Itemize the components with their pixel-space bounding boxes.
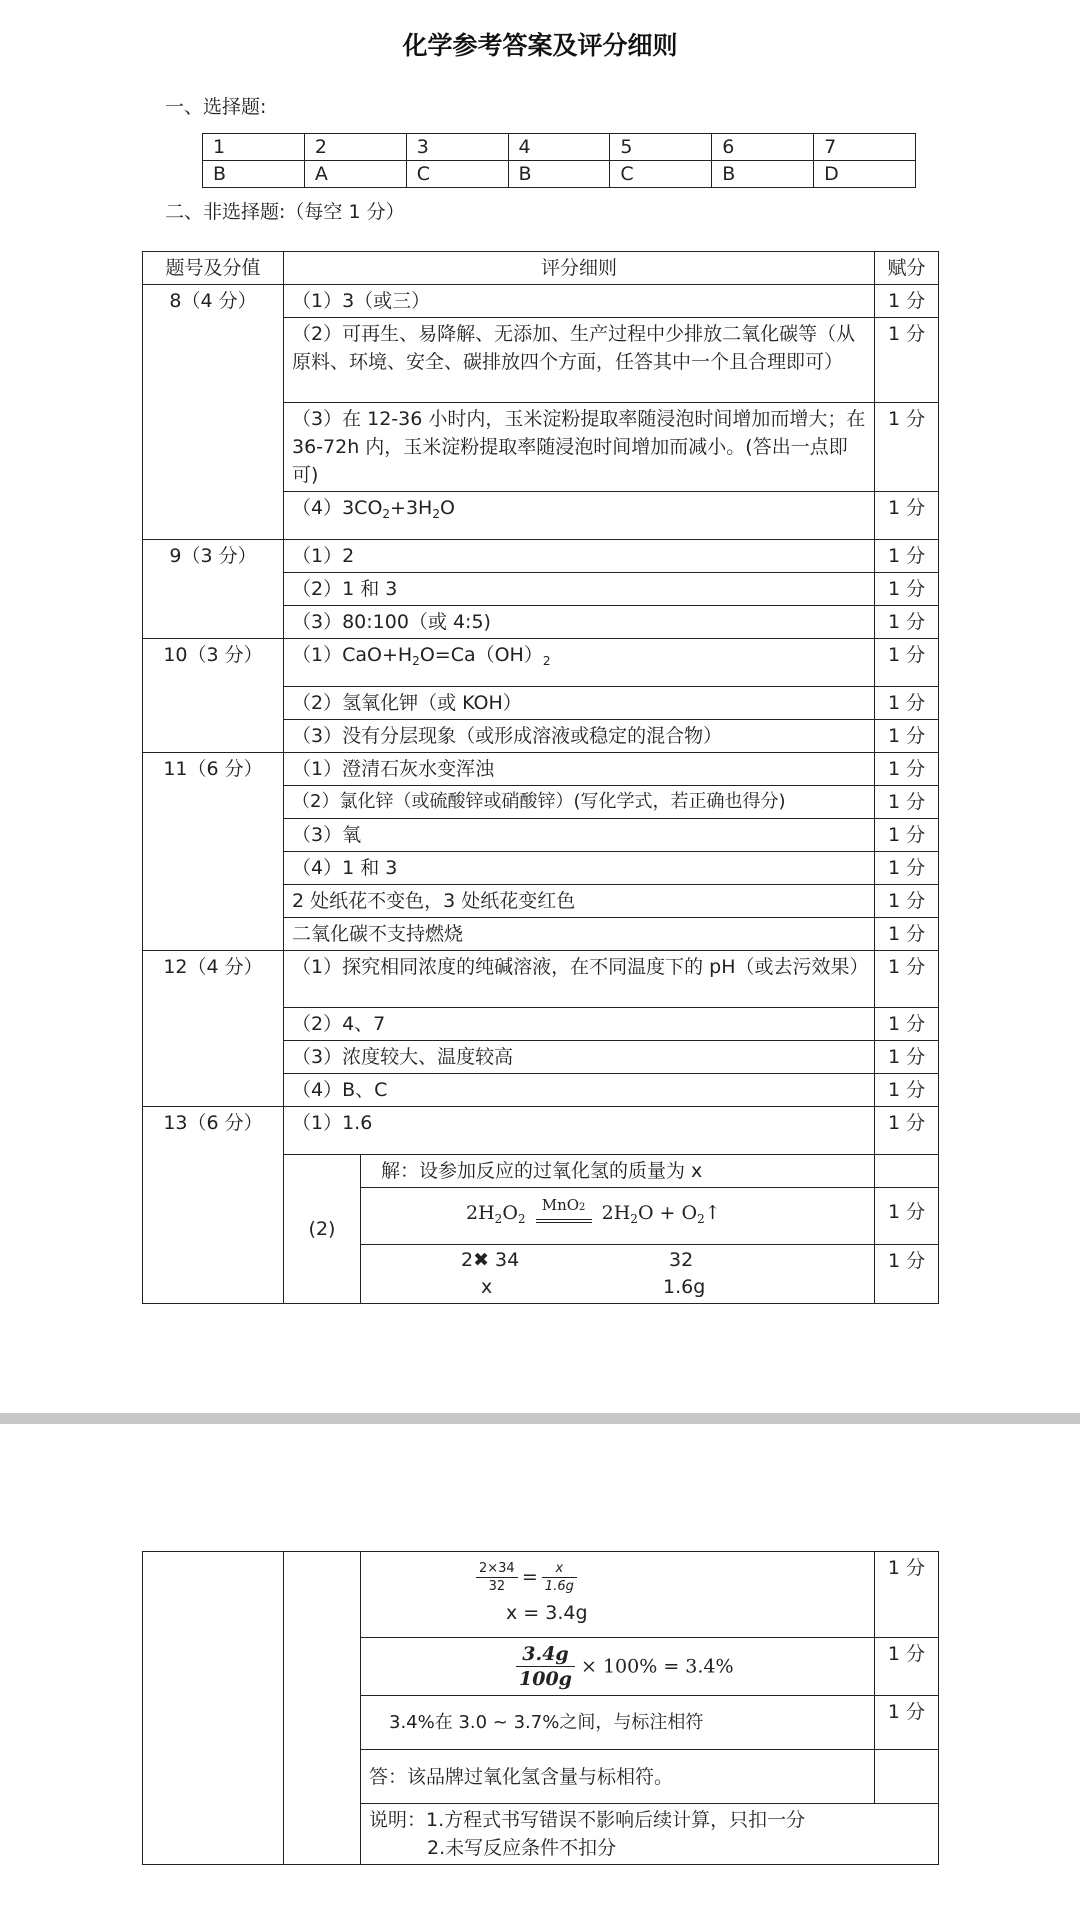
score-cell: 1 分 (875, 786, 939, 819)
q11-answer-4: （4）1 和 3 (284, 852, 875, 885)
mc-answer: C (406, 161, 508, 188)
mc-number: 5 (610, 134, 712, 161)
q13-equation (361, 1188, 875, 1245)
proportion-cell (361, 1552, 875, 1638)
q12-answer-2: （2）4、7 (284, 1008, 875, 1041)
mc-number: 4 (508, 134, 610, 161)
q9-answer-2: （2）1 和 3 (284, 573, 875, 606)
q8-answer-2: （2）可再生、易降解、无添加、生产过程中少排放二氧化碳等（从原料、环境、安全、碳排放四个方面，任答其中一个且合理即可） (284, 318, 875, 403)
note-cell (361, 1804, 939, 1865)
mc-answer: B (203, 161, 305, 188)
score-cell: 1 分 (875, 1552, 939, 1638)
mc-number-row (203, 134, 916, 161)
q11-answer-2: （2）氯化锌（或硫酸锌或硝酸锌）(写化学式，若正确也得分) (284, 786, 875, 819)
equation-condition: MnO2 (536, 1195, 592, 1237)
q9-answer-3: （3）80:100（或 4:5) (284, 606, 875, 639)
q12-row-1 (143, 951, 939, 1008)
cont-question-cell (143, 1552, 284, 1865)
q10-answer-3: （3）没有分层现象（或形成溶液或稳定的混合物） (284, 720, 875, 753)
score-cell: 1 分 (875, 951, 939, 1008)
score-cell: 1 分 (875, 819, 939, 852)
q10-row-1 (143, 639, 939, 687)
q11-answer-3: （3）氧 (284, 819, 875, 852)
score-cell: 1 分 (875, 1245, 939, 1304)
equation-right: $2H_2O$ + $O_2↑$ (601, 1202, 721, 1226)
mc-answer: A (304, 161, 406, 188)
score-cell: 1 分 (875, 1188, 939, 1245)
score-cell: 1 分 (875, 918, 939, 951)
scoring-table (142, 251, 939, 1304)
q13-ratio: 2✖ 34 32 x 1.6g (361, 1245, 875, 1304)
score-cell: 1 分 (875, 720, 939, 753)
mc-number: 3 (406, 134, 508, 161)
q13-setup: 解：设参加反应的过氧化氢的质量为 x (361, 1155, 875, 1188)
score-cell: 1 分 (875, 1638, 939, 1696)
score-cell: 1 分 (875, 1008, 939, 1041)
mc-answer: D (814, 161, 916, 188)
mc-answer-row (203, 161, 916, 188)
q13-answer-1: （1）1.6 (284, 1107, 875, 1155)
score-cell: 1 分 (875, 1107, 939, 1155)
q9-row-1 (143, 540, 939, 573)
q8-label: 8（4 分） (143, 285, 284, 540)
mc-number: 7 (814, 134, 916, 161)
q11-answer-5: 2 处纸花不变色，3 处纸花变红色 (284, 885, 875, 918)
score-cell: 1 分 (875, 492, 939, 540)
q10-answer-2: （2）氢氧化钾（或 KOH） (284, 687, 875, 720)
score-cell: 1 分 (875, 285, 939, 318)
q8-answer-1: （1）3（或三） (284, 285, 875, 318)
header-detail: 评分细则 (284, 252, 875, 285)
q11-answer-6: 二氧化碳不支持燃烧 (284, 918, 875, 951)
q11-label: 11（6 分） (143, 753, 284, 951)
score-cell: 1 分 (875, 687, 939, 720)
score-cell: 1 分 (875, 1696, 939, 1750)
q13-part2-label: (2) (284, 1155, 361, 1304)
scoring-table-continued (142, 1551, 939, 1865)
gas-arrow-icon: ↑ (704, 1202, 721, 1224)
comparison-cell: 3.4%在 3.0 ~ 3.7%之间，与标注相符 (361, 1696, 875, 1750)
answer-cell: 答：该品牌过氧化氢含量与标相符。 (361, 1750, 875, 1804)
score-cell: 1 分 (875, 540, 939, 573)
q8-answer-3: （3）在 12-36 小时内，玉米淀粉提取率随浸泡时间增加而增大；在 36-72h 内，玉米淀粉提取率随浸泡时间增加而减小。(答出一点即可) (284, 403, 875, 492)
q11-row-1 (143, 753, 939, 786)
q11-answer-1: （1）澄清石灰水变浑浊 (284, 753, 875, 786)
score-cell: 1 分 (875, 606, 939, 639)
score-cell (875, 1155, 939, 1188)
score-cell: 1 分 (875, 852, 939, 885)
percentage-cell: $\frac{3.4g}{100g}$ × 100% = 3.4% (361, 1638, 875, 1696)
q13-label: 13（6 分） (143, 1107, 284, 1304)
x-result: x = 3.4g (506, 1602, 588, 1624)
mc-answer: B (508, 161, 610, 188)
mc-number: 6 (712, 134, 814, 161)
q12-label: 12（4 分） (143, 951, 284, 1107)
cont-part-cell (284, 1552, 361, 1865)
score-cell: 1 分 (875, 753, 939, 786)
q8-row-1 (143, 285, 939, 318)
score-cell: 1 分 (875, 573, 939, 606)
q10-answer-1: $(1)CaO+H_2O=Ca(OH)_2$ (284, 639, 875, 687)
mc-number: 1 (203, 134, 305, 161)
note-line-2: 2.未写反应条件不扣分 (427, 1837, 617, 1859)
multiple-choice-table (202, 133, 916, 188)
header-row (143, 252, 939, 285)
score-cell: 1 分 (875, 885, 939, 918)
note-line-1: 说明：1.方程式书写错误不影响后续计算，只扣一分 (369, 1809, 806, 1831)
mc-number: 2 (304, 134, 406, 161)
equation-left: $2H_2O_2$ (466, 1202, 526, 1226)
q13-row-1 (143, 1107, 939, 1155)
section-non-choice-heading: 二、非选择题:（每空 1 分） (165, 201, 405, 223)
header-score: 赋分 (875, 252, 939, 285)
score-cell: 1 分 (875, 639, 939, 687)
proportion-expression: $\frac{2\times 34}{32}$ = $\frac{x}{1.6g}$ (476, 1560, 866, 1595)
q9-label: 9（3 分） (143, 540, 284, 639)
mc-answer: C (610, 161, 712, 188)
score-cell: 1 分 (875, 1074, 939, 1107)
cont-row-1 (143, 1552, 939, 1638)
page-divider (0, 1413, 1080, 1424)
score-cell: 1 分 (875, 318, 939, 403)
section-multiple-choice-heading: 一、选择题: (165, 96, 267, 118)
mc-answer: B (712, 161, 814, 188)
score-cell-empty (875, 1750, 939, 1804)
q8-answer-4: $(4)3CO_2+3H_2O$ (284, 492, 875, 540)
q12-answer-1: （1）探究相同浓度的纯碱溶液，在不同温度下的 pH（或去污效果） (284, 951, 875, 1008)
header-question: 题号及分值 (143, 252, 284, 285)
score-cell: 1 分 (875, 403, 939, 492)
page-title: 化学参考答案及评分细则 (402, 31, 678, 60)
q12-answer-3: （3）浓度较大、温度较高 (284, 1041, 875, 1074)
q9-answer-1: （1）2 (284, 540, 875, 573)
q10-label: 10（3 分） (143, 639, 284, 753)
q12-answer-4: （4）B、C (284, 1074, 875, 1107)
score-cell: 1 分 (875, 1041, 939, 1074)
